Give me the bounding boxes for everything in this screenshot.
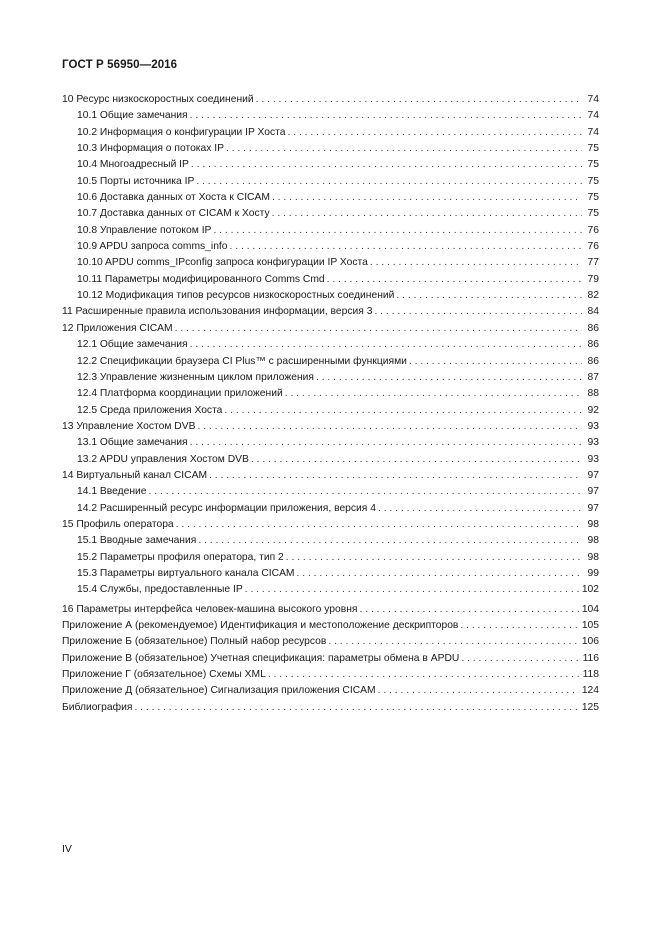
- toc-leader-dots: [230, 239, 582, 255]
- toc-entry[interactable]: [62, 634, 599, 650]
- toc-entry[interactable]: [62, 651, 599, 667]
- toc-entry[interactable]: [62, 354, 599, 370]
- toc-leader-dots: [190, 337, 582, 353]
- toc-leader-dots: [378, 683, 579, 699]
- toc-entry-title: 10.2 Информация о конфигурации IP Хоста: [77, 126, 286, 138]
- toc-entry[interactable]: [62, 370, 599, 386]
- toc-leader-dots: [285, 386, 582, 402]
- toc-entry-page: 74: [587, 126, 599, 138]
- toc-entry[interactable]: [62, 239, 599, 255]
- toc-leader-dots: [176, 517, 582, 533]
- toc-entry-title: Приложение В (обязательное) Учетная спецификация: параметры обмена в APDU: [62, 652, 460, 664]
- toc-leader-dots: [209, 468, 582, 484]
- toc-leader-dots: [226, 141, 582, 157]
- toc-entry-page: 104: [581, 603, 599, 615]
- toc-entry[interactable]: [62, 272, 599, 288]
- toc-entry-title: 12.5 Среда приложения Хоста: [77, 404, 223, 416]
- toc-entry-page: 84: [587, 306, 599, 318]
- toc-entry-title: 15.4 Службы, предоставленные IP: [77, 584, 243, 596]
- toc-leader-dots: [196, 174, 582, 190]
- toc-leader-dots: [213, 223, 582, 239]
- toc-entry-page: 76: [587, 224, 599, 236]
- toc-leader-dots: [190, 435, 582, 451]
- toc-entry-page: 86: [587, 322, 599, 334]
- toc-entry-page: 106: [581, 636, 599, 648]
- toc-leader-dots: [198, 533, 582, 549]
- toc-leader-dots: [191, 157, 582, 173]
- toc-leader-dots: [288, 125, 582, 141]
- toc-entry[interactable]: [62, 582, 599, 598]
- toc-entry[interactable]: [62, 452, 599, 468]
- toc-entry-page: 93: [587, 420, 599, 432]
- toc-entry[interactable]: [62, 667, 599, 683]
- toc-leader-dots: [272, 190, 582, 206]
- toc-entry-title: 12.4 Платформа координации приложений: [77, 388, 283, 400]
- toc-leader-dots: [327, 272, 582, 288]
- toc-entry[interactable]: [62, 223, 599, 239]
- toc-entry[interactable]: [62, 403, 599, 419]
- toc-entry-title: 10.9 APDU запроса comms_info: [77, 241, 228, 253]
- toc-leader-dots: [460, 618, 578, 634]
- toc-entry-page: 99: [587, 567, 599, 579]
- toc-entry-title: 13 Управление Хостом DVB: [62, 420, 196, 432]
- toc-entry[interactable]: [62, 566, 599, 582]
- toc-entry-page: 82: [587, 290, 599, 302]
- toc-entry-title: 12.3 Управление жизненным циклом приложения: [77, 371, 314, 383]
- toc-entry[interactable]: [62, 288, 599, 304]
- toc-leader-dots: [272, 206, 582, 222]
- toc-entry-page: 88: [587, 388, 599, 400]
- page-number: IV: [62, 843, 72, 855]
- toc-entry-page: 105: [581, 620, 599, 631]
- toc-entry[interactable]: [62, 618, 599, 634]
- toc-entry-page: 118: [582, 669, 599, 681]
- toc-entry[interactable]: [62, 435, 599, 451]
- toc-entry-page: 74: [587, 94, 599, 105]
- toc-leader-dots: [328, 634, 578, 650]
- toc-entry-page: 86: [587, 355, 599, 367]
- toc-entry-title: 12 Приложения CICAM: [62, 322, 173, 334]
- toc-leader-dots: [378, 501, 582, 517]
- toc-leader-dots: [316, 370, 582, 386]
- toc-entry[interactable]: [62, 108, 599, 124]
- toc-entry-title: 15 Профиль оператора: [62, 518, 174, 530]
- toc-entry-title: 12.1 Общие замечания: [77, 339, 188, 351]
- toc-entry[interactable]: [62, 125, 599, 141]
- toc-entry-title: Приложение Г (обязательное) Схемы XML: [62, 669, 266, 681]
- toc-entry-title: 10.12 Модификация типов ресурсов низкоскоростных соединений: [77, 290, 395, 302]
- toc-entry[interactable]: [62, 700, 599, 716]
- toc-entry-page: 75: [587, 192, 599, 204]
- toc-entry-page: 93: [587, 437, 599, 449]
- toc-entry-title: 10.10 APDU comms_IPconfig запроса конфигурации IP Хоста: [77, 257, 368, 269]
- toc-entry-page: 79: [587, 273, 599, 285]
- toc-entry[interactable]: [62, 321, 599, 337]
- toc-entry-title: 11 Расширенные правила использования информации, версия 3: [62, 306, 373, 318]
- toc-entry-page: 97: [587, 502, 599, 514]
- toc-leader-dots: [245, 582, 579, 598]
- toc-entry[interactable]: [62, 602, 599, 618]
- toc-entry-page: 102: [581, 584, 599, 596]
- toc-entry[interactable]: [62, 419, 599, 435]
- toc-leader-dots: [396, 288, 582, 304]
- toc-entry-title: Приложение Б (обязательное) Полный набор ресурсов: [62, 636, 327, 648]
- toc-entry-page: 77: [587, 257, 599, 269]
- toc-entry-page: 97: [587, 486, 599, 498]
- toc-entry[interactable]: [62, 533, 599, 549]
- toc-entry[interactable]: [62, 255, 599, 271]
- toc-entry[interactable]: [62, 683, 599, 699]
- toc-leader-dots: [360, 602, 579, 618]
- toc-entry-title: 15.3 Параметры виртуального канала CICAM: [77, 567, 295, 579]
- toc-entry[interactable]: [62, 206, 599, 222]
- toc-entry-page: 116: [582, 652, 599, 664]
- toc-entry-title: 14 Виртуальный канал CICAM: [62, 469, 208, 481]
- toc-leader-dots: [286, 550, 582, 566]
- toc-leader-dots: [297, 566, 582, 582]
- toc-entry-title: 10.3 Информация о потоках IP: [77, 143, 224, 155]
- toc-entry-page: 75: [587, 175, 599, 187]
- table-of-contents: [62, 92, 599, 716]
- toc-entry[interactable]: [62, 92, 599, 108]
- toc-entry-page: 93: [587, 453, 599, 465]
- toc-leader-dots: [409, 354, 582, 370]
- toc-entry-title: Приложение Д (обязательное) Сигнализация приложения CICAM: [62, 685, 376, 697]
- toc-leader-dots: [251, 452, 582, 468]
- toc-entry-title: 15.1 Вводные замечания: [77, 535, 197, 547]
- toc-entry[interactable]: [62, 517, 599, 533]
- toc-entry-page: 92: [587, 404, 599, 416]
- toc-entry[interactable]: [62, 386, 599, 402]
- toc-entry-title: 13.2 APDU управления Хостом DVB: [77, 453, 249, 465]
- toc-entry-title: 16 Параметры интерфейса человек-машина высокого уровня: [62, 603, 358, 615]
- toc-entry-page: 75: [587, 143, 599, 155]
- toc-entry-title: 12.2 Спецификации браузера CI Plus™ с расширенными функциями: [77, 355, 407, 367]
- toc-entry-title: 10.6 Доставка данных от Хоста к CICAM: [77, 192, 270, 204]
- toc-leader-dots: [256, 92, 582, 108]
- toc-entry-title: 10.11 Параметры модифицированного Comms Cmd: [77, 273, 325, 285]
- toc-entry[interactable]: [62, 468, 599, 484]
- toc-entry-title: Библиография: [62, 701, 133, 713]
- toc-entry-page: 98: [587, 518, 599, 530]
- toc-entry-title: Приложение А (рекомендуемое) Идентификация и местоположение дескрипторов: [62, 620, 459, 631]
- toc-entry-title: 15.2 Параметры профиля оператора, тип 2: [77, 551, 284, 563]
- toc-entry-page: 75: [587, 159, 599, 171]
- toc-entry[interactable]: [62, 157, 599, 173]
- toc-entry-page: 87: [587, 371, 599, 383]
- toc-entry[interactable]: [62, 337, 599, 353]
- toc-entry-title: 10.1 Общие замечания: [77, 110, 188, 122]
- toc-entry-title: 10.4 Многоадресный IP: [77, 159, 189, 171]
- toc-entry-title: 14.2 Расширенный ресурс информации приложения, версия 4: [77, 502, 376, 514]
- toc-entry-title: 14.1 Введение: [77, 486, 147, 498]
- document-standard-header: ГОСТ Р 56950—2016: [62, 59, 178, 71]
- toc-leader-dots: [224, 403, 582, 419]
- toc-leader-dots: [268, 667, 580, 683]
- toc-entry[interactable]: [62, 190, 599, 206]
- toc-entry-title: 10.7 Доставка данных от CICAM к Хосту: [77, 208, 270, 220]
- toc-entry-page: 98: [587, 551, 599, 563]
- toc-entry-page: 75: [587, 208, 599, 220]
- toc-entry-page: 98: [587, 535, 599, 547]
- toc-entry-page: 74: [587, 110, 599, 122]
- toc-leader-dots: [175, 321, 582, 337]
- toc-leader-dots: [370, 255, 582, 271]
- toc-entry[interactable]: [62, 484, 599, 500]
- toc-entry[interactable]: [62, 141, 599, 157]
- toc-entry-title: 13.1 Общие замечания: [77, 437, 188, 449]
- toc-leader-dots: [190, 108, 582, 124]
- toc-leader-dots: [197, 419, 582, 435]
- toc-leader-dots: [374, 304, 582, 320]
- toc-entry-page: 76: [587, 241, 599, 253]
- toc-entry-page: 124: [581, 685, 599, 697]
- toc-leader-dots: [149, 484, 582, 500]
- toc-leader-dots: [134, 700, 578, 716]
- toc-entry-title: 10 Ресурс низкоскоростных соединений: [62, 94, 254, 105]
- toc-entry-page: 125: [581, 701, 599, 713]
- toc-entry[interactable]: [62, 550, 599, 566]
- toc-entry-page: 97: [587, 469, 599, 481]
- toc-entry[interactable]: [62, 501, 599, 517]
- toc-entry-title: 10.8 Управление потоком IP: [77, 224, 212, 236]
- toc-entry[interactable]: [62, 174, 599, 190]
- toc-entry-page: 86: [587, 339, 599, 351]
- toc-leader-dots: [461, 651, 579, 667]
- toc-entry-title: 10.5 Порты источника IP: [77, 175, 195, 187]
- toc-entry[interactable]: [62, 304, 599, 320]
